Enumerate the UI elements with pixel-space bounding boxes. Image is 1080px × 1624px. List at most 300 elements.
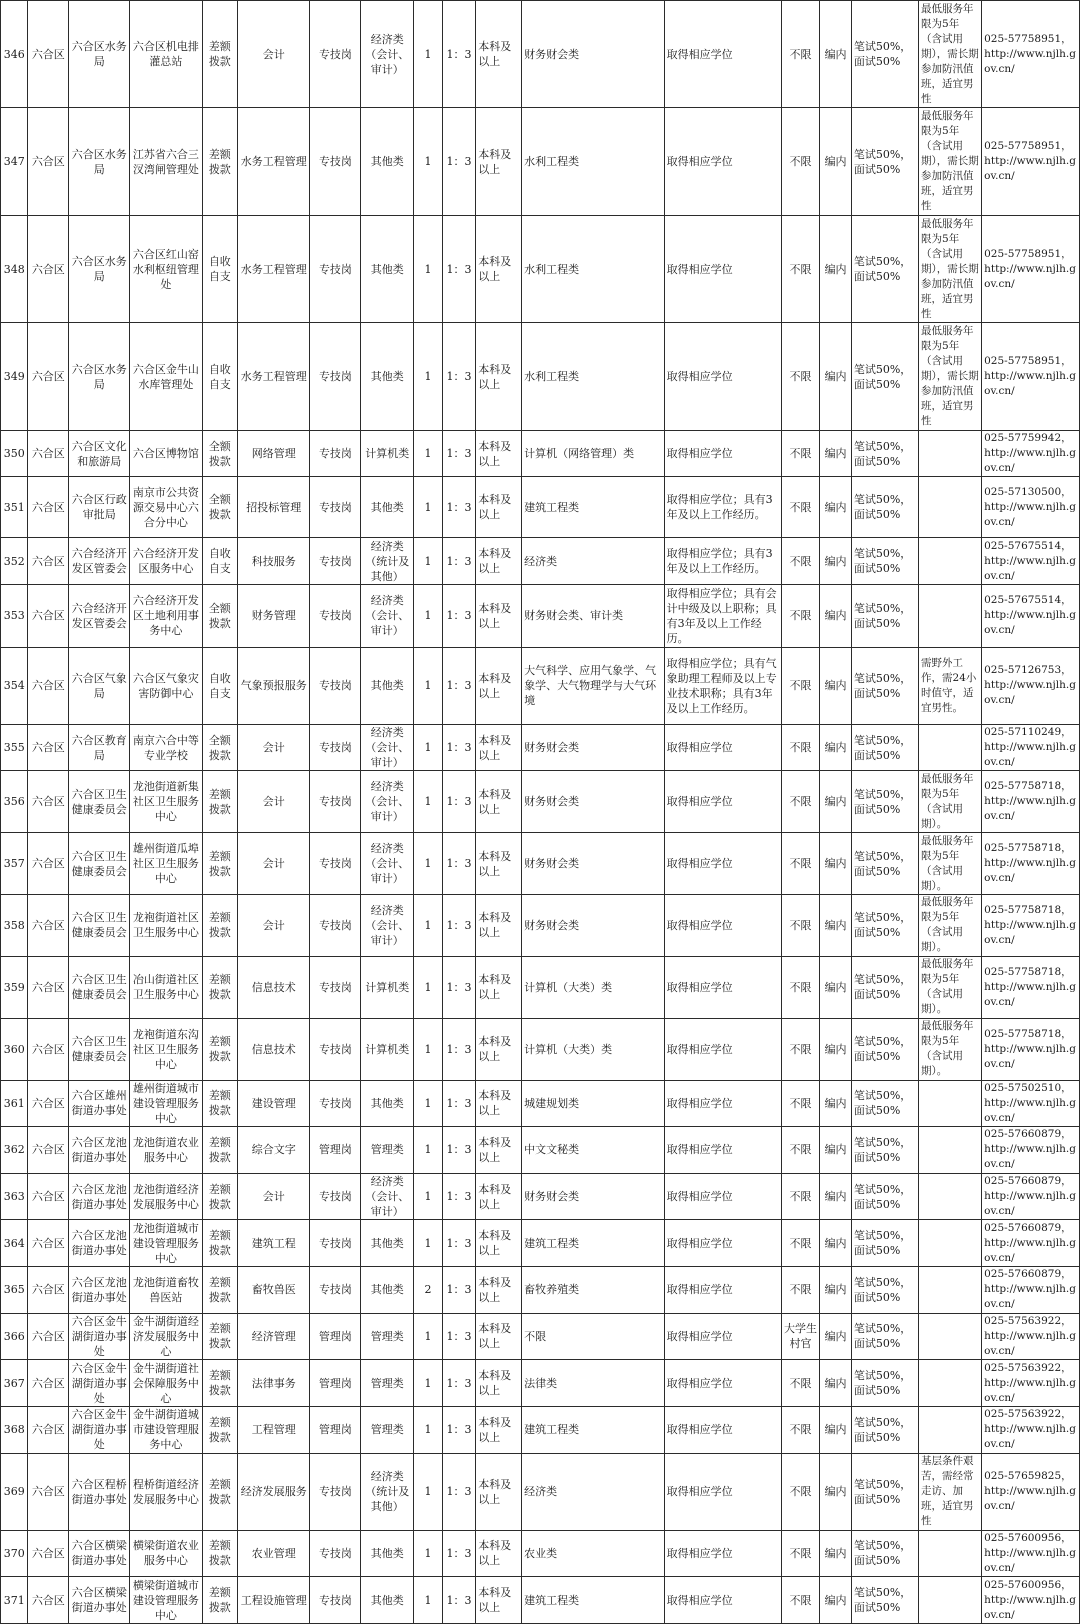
cell-number: 357 (1, 833, 28, 895)
cell-district: 六合区 (28, 538, 69, 585)
cell-major: 计算机（大类）类 (522, 1018, 665, 1080)
cell-contact: 025-57600956，http://www.njlh.gov.cn/ (982, 1577, 1080, 1624)
cell-district: 六合区 (28, 1127, 69, 1174)
cell-contact: 025-57660879，http://www.njlh.gov.cn/ (982, 1267, 1080, 1314)
cell-major-class: 经济类（会计、审计） (361, 1173, 414, 1220)
cell-exam-weight: 笔试50%，面试50% (851, 956, 918, 1018)
cell-other-requirement: 不限 (781, 1173, 820, 1220)
cell-notes (919, 1360, 982, 1407)
cell-funding-type: 自收自支 (202, 215, 238, 322)
cell-number: 361 (1, 1080, 28, 1127)
cell-major: 计算机（大类）类 (522, 956, 665, 1018)
cell-count: 1 (414, 1018, 443, 1080)
cell-department: 六合区金牛湖街道办事处 (69, 1313, 130, 1360)
cell-major: 农业类 (522, 1530, 665, 1577)
cell-major: 财务财会类 (522, 833, 665, 895)
cell-major: 大气科学、应用气象学、气象学、大气物理学与大气环境 (522, 647, 665, 724)
cell-notes: 基层条件艰苦，需经常走访、加班，适宜男性 (919, 1453, 982, 1530)
cell-count: 1 (414, 833, 443, 895)
cell-position: 会计 (238, 833, 310, 895)
cell-position-category: 专技岗 (310, 215, 361, 322)
cell-major-class: 其他类 (361, 215, 414, 322)
table-row (1, 584, 1080, 647)
cell-notes: 最低服务年限为5年（含试用期）。 (919, 771, 982, 833)
cell-other-requirement: 不限 (781, 1, 820, 108)
cell-exam-weight: 笔试50%，面试50% (851, 108, 918, 215)
cell-major-class: 其他类 (361, 1530, 414, 1577)
cell-major-class: 其他类 (361, 1080, 414, 1127)
cell-district: 六合区 (28, 584, 69, 647)
cell-major: 经济类 (522, 1453, 665, 1530)
cell-funding-type: 差额拨款 (202, 1173, 238, 1220)
cell-number: 366 (1, 1313, 28, 1360)
cell-notes (919, 1080, 982, 1127)
cell-position-category: 专技岗 (310, 833, 361, 895)
cell-major: 建筑工程类 (522, 1220, 665, 1267)
cell-number: 348 (1, 215, 28, 322)
cell-degree-requirement: 取得相应学位 (664, 956, 781, 1018)
cell-position-category: 管理岗 (310, 1313, 361, 1360)
cell-number: 358 (1, 895, 28, 957)
cell-count: 1 (414, 477, 443, 538)
cell-count: 1 (414, 1173, 443, 1220)
cell-exam-weight: 笔试50%，面试50% (851, 1577, 918, 1624)
cell-other-requirement: 不限 (781, 1530, 820, 1577)
cell-ratio: 1：3 (442, 538, 476, 585)
cell-funding-type: 差额拨款 (202, 956, 238, 1018)
cell-count: 1 (414, 724, 443, 771)
cell-count: 1 (414, 1530, 443, 1577)
cell-other-requirement: 不限 (781, 584, 820, 647)
cell-count: 1 (414, 1, 443, 108)
cell-contact: 025-57660879，http://www.njlh.gov.cn/ (982, 1127, 1080, 1174)
cell-major-class: 其他类 (361, 477, 414, 538)
cell-other-requirement: 不限 (781, 430, 820, 477)
cell-contact: 025-57130500，http://www.njlh.gov.cn/ (982, 477, 1080, 538)
cell-position: 信息技术 (238, 1018, 310, 1080)
cell-major-class: 其他类 (361, 1577, 414, 1624)
cell-notes (919, 477, 982, 538)
cell-number: 356 (1, 771, 28, 833)
cell-position: 建设管理 (238, 1080, 310, 1127)
cell-count: 1 (414, 1313, 443, 1360)
cell-department: 六合区程桥街道办事处 (69, 1453, 130, 1530)
cell-position: 水务工程管理 (238, 323, 310, 430)
cell-funding-type: 差额拨款 (202, 1080, 238, 1127)
cell-position: 会计 (238, 1173, 310, 1220)
cell-department: 六合区水务局 (69, 215, 130, 322)
cell-count: 1 (414, 1453, 443, 1530)
table-row (1, 1313, 1080, 1360)
cell-degree-requirement: 取得相应学位 (664, 1406, 781, 1453)
cell-district: 六合区 (28, 477, 69, 538)
cell-department: 六合区水务局 (69, 108, 130, 215)
cell-number: 347 (1, 108, 28, 215)
cell-staffing: 编内 (820, 1018, 852, 1080)
cell-unit: 六合区机电排灌总站 (130, 1, 202, 108)
cell-unit: 六合区金牛山水库管理处 (130, 323, 202, 430)
cell-major: 财务财会类 (522, 771, 665, 833)
cell-ratio: 1：3 (442, 647, 476, 724)
cell-exam-weight: 笔试50%，面试50% (851, 724, 918, 771)
cell-position-category: 专技岗 (310, 771, 361, 833)
cell-exam-weight: 笔试50%，面试50% (851, 1360, 918, 1407)
cell-major-class: 经济类（会计、审计） (361, 584, 414, 647)
cell-ratio: 1：3 (442, 1, 476, 108)
cell-major-class: 管理类 (361, 1406, 414, 1453)
cell-count: 1 (414, 584, 443, 647)
cell-degree-requirement: 取得相应学位 (664, 430, 781, 477)
cell-number: 351 (1, 477, 28, 538)
cell-other-requirement: 不限 (781, 538, 820, 585)
cell-unit: 龙袍街道社区卫生服务中心 (130, 895, 202, 957)
cell-department: 六合区金牛湖街道办事处 (69, 1406, 130, 1453)
cell-staffing: 编内 (820, 1267, 852, 1314)
cell-unit: 程桥街道经济发展服务中心 (130, 1453, 202, 1530)
cell-staffing: 编内 (820, 430, 852, 477)
cell-district: 六合区 (28, 1220, 69, 1267)
cell-staffing: 编内 (820, 1530, 852, 1577)
cell-district: 六合区 (28, 1267, 69, 1314)
cell-staffing: 编内 (820, 1220, 852, 1267)
cell-notes: 最低服务年限为5年（含试用期）。 (919, 833, 982, 895)
cell-number: 364 (1, 1220, 28, 1267)
cell-position: 畜牧兽医 (238, 1267, 310, 1314)
cell-position-category: 管理岗 (310, 1127, 361, 1174)
cell-exam-weight: 笔试50%，面试50% (851, 1313, 918, 1360)
cell-degree-requirement: 取得相应学位 (664, 771, 781, 833)
cell-education: 本科及以上 (476, 647, 522, 724)
cell-notes: 需野外工作，需24小时值守，适宜男性。 (919, 647, 982, 724)
cell-funding-type: 差额拨款 (202, 108, 238, 215)
cell-notes: 最低服务年限为5年（含试用期），需长期参加防汛值班，适宜男性 (919, 108, 982, 215)
cell-degree-requirement: 取得相应学位 (664, 1, 781, 108)
cell-other-requirement: 不限 (781, 323, 820, 430)
cell-contact: 025-57758718，http://www.njlh.gov.cn/ (982, 956, 1080, 1018)
cell-major: 畜牧养殖类 (522, 1267, 665, 1314)
cell-ratio: 1：3 (442, 1530, 476, 1577)
cell-other-requirement: 不限 (781, 771, 820, 833)
cell-notes (919, 1577, 982, 1624)
cell-degree-requirement: 取得相应学位 (664, 833, 781, 895)
cell-unit: 冶山街道社区卫生服务中心 (130, 956, 202, 1018)
table-row (1, 1530, 1080, 1577)
cell-notes (919, 430, 982, 477)
cell-position-category: 专技岗 (310, 1577, 361, 1624)
cell-unit: 横梁街道城市建设管理服务中心 (130, 1577, 202, 1624)
cell-exam-weight: 笔试50%，面试50% (851, 1173, 918, 1220)
cell-department: 六合区教育局 (69, 724, 130, 771)
cell-degree-requirement: 取得相应学位；具有3年及以上工作经历。 (664, 538, 781, 585)
cell-major-class: 计算机类 (361, 1018, 414, 1080)
cell-degree-requirement: 取得相应学位 (664, 724, 781, 771)
cell-other-requirement: 不限 (781, 1360, 820, 1407)
cell-ratio: 1：3 (442, 323, 476, 430)
cell-major-class: 管理类 (361, 1360, 414, 1407)
cell-funding-type: 全额拨款 (202, 724, 238, 771)
cell-department: 六合区横梁街道办事处 (69, 1577, 130, 1624)
cell-staffing: 编内 (820, 1406, 852, 1453)
cell-number: 371 (1, 1577, 28, 1624)
cell-position-category: 专技岗 (310, 108, 361, 215)
cell-other-requirement: 不限 (781, 477, 820, 538)
cell-exam-weight: 笔试50%，面试50% (851, 1267, 918, 1314)
cell-degree-requirement: 取得相应学位；具有3年及以上工作经历。 (664, 477, 781, 538)
cell-funding-type: 自收自支 (202, 323, 238, 430)
cell-exam-weight: 笔试50%，面试50% (851, 1453, 918, 1530)
cell-education: 本科及以上 (476, 1453, 522, 1530)
cell-ratio: 1：3 (442, 1360, 476, 1407)
cell-position-category: 专技岗 (310, 1267, 361, 1314)
cell-position: 会计 (238, 771, 310, 833)
cell-degree-requirement: 取得相应学位 (664, 1313, 781, 1360)
cell-education: 本科及以上 (476, 430, 522, 477)
cell-district: 六合区 (28, 956, 69, 1018)
cell-degree-requirement: 取得相应学位 (664, 1173, 781, 1220)
cell-position: 农业管理 (238, 1530, 310, 1577)
cell-notes: 最低服务年限为5年（含试用期）。 (919, 1018, 982, 1080)
cell-degree-requirement: 取得相应学位 (664, 1577, 781, 1624)
cell-number: 362 (1, 1127, 28, 1174)
table-row (1, 895, 1080, 957)
cell-major: 建筑工程类 (522, 1406, 665, 1453)
cell-district: 六合区 (28, 430, 69, 477)
table-row (1, 724, 1080, 771)
cell-education: 本科及以上 (476, 108, 522, 215)
cell-contact: 025-57563922，http://www.njlh.gov.cn/ (982, 1313, 1080, 1360)
cell-ratio: 1：3 (442, 1220, 476, 1267)
cell-count: 2 (414, 1267, 443, 1314)
cell-position: 财务管理 (238, 584, 310, 647)
cell-education: 本科及以上 (476, 833, 522, 895)
cell-major: 中文文秘类 (522, 1127, 665, 1174)
cell-major-class: 其他类 (361, 1220, 414, 1267)
cell-department: 六合区雄州街道办事处 (69, 1080, 130, 1127)
cell-count: 1 (414, 1220, 443, 1267)
cell-number: 355 (1, 724, 28, 771)
cell-position-category: 专技岗 (310, 647, 361, 724)
cell-unit: 江苏省六合三汊湾闸管理处 (130, 108, 202, 215)
cell-major: 经济类 (522, 538, 665, 585)
cell-funding-type: 差额拨款 (202, 771, 238, 833)
cell-position: 经济发展服务 (238, 1453, 310, 1530)
cell-ratio: 1：3 (442, 477, 476, 538)
cell-education: 本科及以上 (476, 1360, 522, 1407)
cell-position-category: 专技岗 (310, 323, 361, 430)
table-row (1, 956, 1080, 1018)
cell-major: 法律类 (522, 1360, 665, 1407)
cell-major: 计算机（网络管理）类 (522, 430, 665, 477)
table-row (1, 1267, 1080, 1314)
cell-funding-type: 全额拨款 (202, 584, 238, 647)
cell-position-category: 专技岗 (310, 1173, 361, 1220)
cell-ratio: 1：3 (442, 1080, 476, 1127)
cell-ratio: 1：3 (442, 895, 476, 957)
table-row (1, 1360, 1080, 1407)
cell-funding-type: 差额拨款 (202, 1018, 238, 1080)
cell-education: 本科及以上 (476, 1127, 522, 1174)
table-row (1, 1173, 1080, 1220)
cell-major-class: 管理类 (361, 1127, 414, 1174)
cell-degree-requirement: 取得相应学位 (664, 895, 781, 957)
cell-position: 水务工程管理 (238, 108, 310, 215)
cell-contact: 025-57758718，http://www.njlh.gov.cn/ (982, 1018, 1080, 1080)
cell-other-requirement: 不限 (781, 1453, 820, 1530)
cell-degree-requirement: 取得相应学位 (664, 215, 781, 322)
cell-major: 城建规划类 (522, 1080, 665, 1127)
cell-count: 1 (414, 1360, 443, 1407)
cell-ratio: 1：3 (442, 1406, 476, 1453)
cell-unit: 龙池街道农业服务中心 (130, 1127, 202, 1174)
cell-major: 财务财会类 (522, 895, 665, 957)
cell-degree-requirement: 取得相应学位 (664, 1530, 781, 1577)
cell-funding-type: 差额拨款 (202, 833, 238, 895)
cell-position-category: 专技岗 (310, 584, 361, 647)
cell-funding-type: 差额拨款 (202, 1577, 238, 1624)
cell-position-category: 专技岗 (310, 538, 361, 585)
cell-department: 六合区龙池街道办事处 (69, 1173, 130, 1220)
cell-district: 六合区 (28, 1173, 69, 1220)
cell-other-requirement: 不限 (781, 215, 820, 322)
cell-number: 369 (1, 1453, 28, 1530)
cell-notes (919, 1313, 982, 1360)
table-row (1, 430, 1080, 477)
cell-district: 六合区 (28, 1080, 69, 1127)
cell-department: 六合区水务局 (69, 323, 130, 430)
cell-staffing: 编内 (820, 538, 852, 585)
cell-staffing: 编内 (820, 956, 852, 1018)
cell-district: 六合区 (28, 895, 69, 957)
cell-education: 本科及以上 (476, 895, 522, 957)
cell-position-category: 专技岗 (310, 477, 361, 538)
cell-department: 六合区卫生健康委员会 (69, 895, 130, 957)
cell-education: 本科及以上 (476, 584, 522, 647)
cell-other-requirement: 不限 (781, 1127, 820, 1174)
cell-education: 本科及以上 (476, 724, 522, 771)
cell-other-requirement: 不限 (781, 956, 820, 1018)
cell-degree-requirement: 取得相应学位；具有气象助理工程师及以上专业技术职称；具有3年及以上工作经历。 (664, 647, 781, 724)
cell-position: 会计 (238, 1, 310, 108)
cell-contact: 025-57600956，http://www.njlh.gov.cn/ (982, 1530, 1080, 1577)
cell-staffing: 编内 (820, 584, 852, 647)
cell-education: 本科及以上 (476, 1530, 522, 1577)
cell-staffing: 编内 (820, 215, 852, 322)
cell-unit: 雄州街道城市建设管理服务中心 (130, 1080, 202, 1127)
cell-funding-type: 差额拨款 (202, 895, 238, 957)
cell-degree-requirement: 取得相应学位 (664, 323, 781, 430)
cell-major: 水利工程类 (522, 108, 665, 215)
cell-degree-requirement: 取得相应学位 (664, 1267, 781, 1314)
cell-education: 本科及以上 (476, 1018, 522, 1080)
cell-other-requirement: 大学生村官 (781, 1313, 820, 1360)
cell-notes (919, 1220, 982, 1267)
cell-major: 水利工程类 (522, 215, 665, 322)
cell-funding-type: 差额拨款 (202, 1267, 238, 1314)
cell-education: 本科及以上 (476, 323, 522, 430)
cell-number: 354 (1, 647, 28, 724)
cell-staffing: 编内 (820, 724, 852, 771)
cell-education: 本科及以上 (476, 538, 522, 585)
cell-unit: 南京市公共资源交易中心六合分中心 (130, 477, 202, 538)
table-row (1, 1127, 1080, 1174)
cell-position-category: 专技岗 (310, 1018, 361, 1080)
cell-position-category: 专技岗 (310, 430, 361, 477)
cell-district: 六合区 (28, 1577, 69, 1624)
table-row (1, 538, 1080, 585)
cell-ratio: 1：3 (442, 1267, 476, 1314)
cell-degree-requirement: 取得相应学位 (664, 1018, 781, 1080)
cell-exam-weight: 笔试50%，面试50% (851, 833, 918, 895)
cell-count: 1 (414, 323, 443, 430)
cell-notes (919, 584, 982, 647)
cell-number: 349 (1, 323, 28, 430)
cell-number: 350 (1, 430, 28, 477)
cell-count: 1 (414, 215, 443, 322)
cell-exam-weight: 笔试50%，面试50% (851, 1530, 918, 1577)
cell-other-requirement: 不限 (781, 1018, 820, 1080)
cell-contact: 025-57660879，http://www.njlh.gov.cn/ (982, 1220, 1080, 1267)
cell-position-category: 专技岗 (310, 956, 361, 1018)
cell-major: 建筑工程类 (522, 477, 665, 538)
cell-position: 水务工程管理 (238, 215, 310, 322)
cell-major-class: 经济类（会计、审计） (361, 895, 414, 957)
cell-staffing: 编内 (820, 108, 852, 215)
cell-position-category: 专技岗 (310, 895, 361, 957)
cell-department: 六合区卫生健康委员会 (69, 833, 130, 895)
cell-degree-requirement: 取得相应学位 (664, 1360, 781, 1407)
cell-department: 六合经济开发区管委会 (69, 584, 130, 647)
cell-department: 六合区卫生健康委员会 (69, 956, 130, 1018)
cell-ratio: 1：3 (442, 1018, 476, 1080)
table-row (1, 1453, 1080, 1530)
cell-unit: 南京六合中等专业学校 (130, 724, 202, 771)
cell-count: 1 (414, 956, 443, 1018)
cell-unit: 金牛湖街道社会保障服务中心 (130, 1360, 202, 1407)
cell-district: 六合区 (28, 647, 69, 724)
cell-number: 352 (1, 538, 28, 585)
cell-department: 六合区龙池街道办事处 (69, 1267, 130, 1314)
cell-staffing: 编内 (820, 1173, 852, 1220)
cell-ratio: 1：3 (442, 771, 476, 833)
cell-exam-weight: 笔试50%，面试50% (851, 215, 918, 322)
cell-position: 网络管理 (238, 430, 310, 477)
cell-position-category: 专技岗 (310, 1453, 361, 1530)
table-row (1, 771, 1080, 833)
cell-number: 365 (1, 1267, 28, 1314)
cell-department: 六合区行政审批局 (69, 477, 130, 538)
cell-exam-weight: 笔试50%，面试50% (851, 895, 918, 957)
cell-number: 363 (1, 1173, 28, 1220)
cell-district: 六合区 (28, 1530, 69, 1577)
cell-other-requirement: 不限 (781, 108, 820, 215)
table-row (1, 647, 1080, 724)
cell-education: 本科及以上 (476, 1, 522, 108)
cell-district: 六合区 (28, 1360, 69, 1407)
cell-exam-weight: 笔试50%，面试50% (851, 1127, 918, 1174)
cell-number: 359 (1, 956, 28, 1018)
cell-other-requirement: 不限 (781, 1220, 820, 1267)
cell-funding-type: 差额拨款 (202, 1530, 238, 1577)
cell-position-category: 管理岗 (310, 1360, 361, 1407)
cell-notes (919, 1267, 982, 1314)
cell-funding-type: 自收自支 (202, 538, 238, 585)
cell-contact: 025-57126753，http://www.njlh.gov.cn/ (982, 647, 1080, 724)
cell-contact: 025-57758718，http://www.njlh.gov.cn/ (982, 895, 1080, 957)
cell-contact: 025-57758718，http://www.njlh.gov.cn/ (982, 771, 1080, 833)
cell-unit: 龙池街道畜牧兽医站 (130, 1267, 202, 1314)
cell-position: 工程设施管理 (238, 1577, 310, 1624)
cell-education: 本科及以上 (476, 477, 522, 538)
